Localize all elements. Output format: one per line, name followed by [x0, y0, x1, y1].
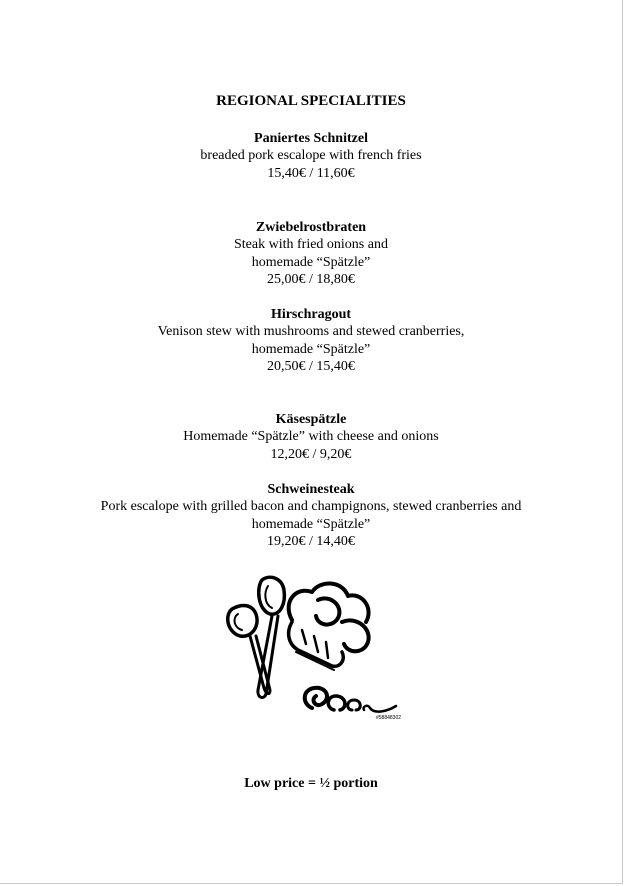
chef-hat-and-spoons-icon: [222, 570, 402, 722]
dish-description: Venison stew with mushrooms and stewed cranberries,: [157, 324, 465, 340]
dish-description: Pork escalope with grilled bacon and champignons, stewed cranberries and: [100, 499, 522, 515]
dish-name: Hirschragout: [270, 307, 352, 322]
footer-note: Low price = ½ portion: [244, 776, 378, 791]
dish-description: Steak with fried onions and: [234, 237, 388, 253]
dish-paniertes-schnitzel: [0, 130, 622, 182]
dish-zwiebelrostbraten: [0, 219, 622, 288]
dish-name: Zwiebelrostbraten: [255, 220, 367, 235]
dish-schweinesteak: [0, 481, 622, 550]
dish-description: homemade “Spätzle”: [251, 516, 371, 532]
dish-hirschragout: [0, 306, 622, 375]
dish-description: breaded pork escalope with french fries: [200, 148, 422, 164]
dish-price: 19,20€ / 14,40€: [267, 533, 355, 549]
dish-name: Paniertes Schnitzel: [254, 131, 368, 146]
dish-name: Käsespätzle: [275, 412, 347, 427]
dish-price: 25,00€ / 18,80€: [267, 271, 355, 287]
dish-description: Homemade “Spätzle” with cheese and onions: [183, 429, 439, 445]
page-title: REGIONAL SPECIALITIES: [216, 93, 406, 109]
dish-description: homemade “Spätzle”: [251, 341, 371, 357]
dish-name: Schweinesteak: [267, 482, 355, 497]
dish-price: 20,50€ / 15,40€: [267, 358, 355, 374]
dish-kaesespaetzle: [0, 411, 622, 463]
stock-id-label: #58848302: [376, 715, 402, 721]
dish-description: homemade “Spätzle”: [251, 254, 371, 270]
dish-price: 12,20€ / 9,20€: [270, 446, 352, 462]
dish-price: 15,40€ / 11,60€: [267, 165, 355, 181]
